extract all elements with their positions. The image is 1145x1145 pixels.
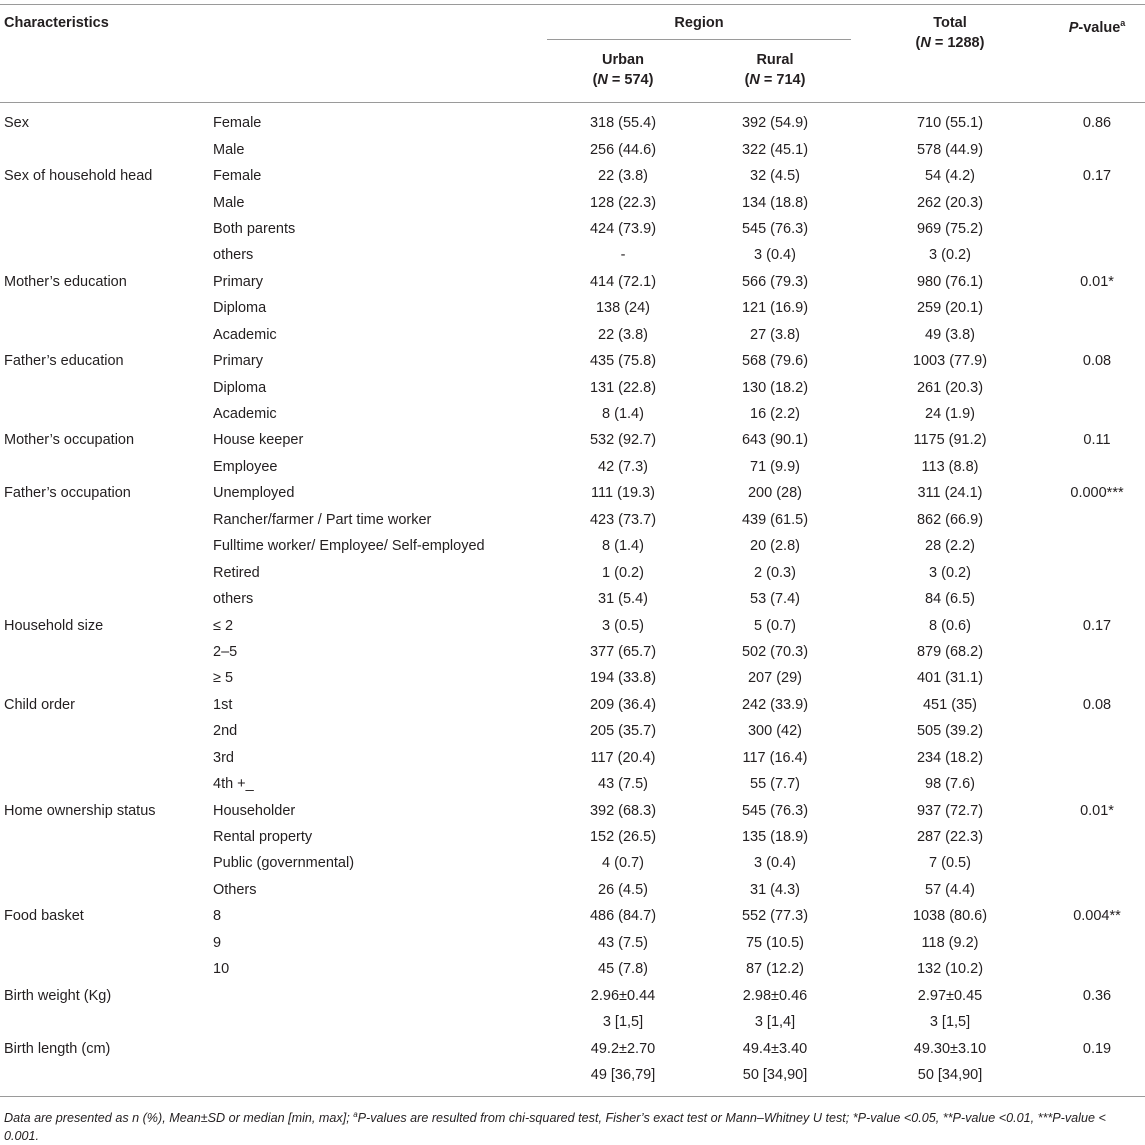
- pvalue-cell: [1049, 639, 1145, 665]
- total-cell: 259 (20.1): [916, 300, 984, 317]
- characteristic-cell: Sex: [4, 115, 29, 132]
- table-row: [0, 322, 1145, 348]
- total-cell: 1003 (77.9): [912, 353, 988, 370]
- rural-cell: 3 (0.4): [754, 855, 796, 872]
- total-cell: 937 (72.7): [916, 802, 984, 819]
- characteristic-cell: Father’s education: [4, 353, 124, 370]
- pvalue-superscript: a: [1120, 18, 1126, 28]
- urban-cell: 486 (84.7): [589, 908, 657, 925]
- rural-cell: 439 (61.5): [741, 511, 809, 528]
- pvalue-cell: [1049, 586, 1145, 612]
- urban-cell: 22 (3.8): [598, 326, 648, 343]
- urban-cell: 49 [36,79]: [590, 1066, 656, 1083]
- pvalue-cell: [1049, 1009, 1145, 1035]
- pvalue-cell: [1049, 322, 1145, 348]
- pvalue-cell: 0.01*: [1080, 802, 1114, 819]
- pvalue-cell: 0.11: [1083, 432, 1111, 449]
- urban-cell: 42 (7.3): [598, 458, 648, 475]
- top-rule: [0, 4, 1145, 5]
- pvalue-cell: [1049, 771, 1145, 797]
- total-cell: 879 (68.2): [916, 643, 984, 660]
- table-row: [0, 982, 1145, 1008]
- pvalue-cell: 0.17: [1082, 617, 1112, 634]
- urban-cell: 1 (0.2): [602, 564, 644, 581]
- rural-cell: 392 (54.9): [741, 115, 809, 132]
- characteristic-cell: Mother’s occupation: [4, 432, 135, 449]
- table-row: [0, 480, 1145, 506]
- urban-cell: 117 (20.4): [590, 749, 656, 766]
- category-cell: others: [213, 247, 254, 264]
- category-cell: Female: [213, 168, 262, 185]
- urban-cell: 414 (72.1): [589, 273, 657, 290]
- characteristic-cell: [0, 824, 213, 850]
- characteristic-cell: [0, 136, 213, 162]
- urban-cell: 194 (33.8): [589, 670, 657, 687]
- rural-cell: 502 (70.3): [741, 643, 809, 660]
- total-cell: 54 (4.2): [925, 168, 975, 185]
- category-cell: [213, 982, 547, 1008]
- table-row: [0, 136, 1145, 162]
- category-cell: [213, 1035, 547, 1061]
- characteristic-cell: [0, 295, 213, 321]
- category-cell: 8: [213, 908, 222, 925]
- urban-cell: 424 (73.9): [589, 220, 657, 237]
- pvalue-cell: [1049, 956, 1145, 982]
- rural-cell: 55 (7.7): [750, 776, 800, 793]
- total-n: (N = 1288): [915, 35, 985, 51]
- table-row: [0, 903, 1145, 929]
- table-row: [0, 1035, 1145, 1061]
- rural-cell: 552 (77.3): [741, 908, 809, 925]
- category-cell: Primary: [213, 353, 263, 370]
- rural-cell: 242 (33.9): [741, 696, 809, 713]
- table-row: [0, 956, 1145, 982]
- pvalue-cell: [1049, 507, 1145, 533]
- data-table: [0, 110, 1145, 1088]
- characteristic-cell: [0, 216, 213, 242]
- characteristic-cell: Food basket: [4, 908, 84, 925]
- pvalue-cell: [1049, 1062, 1145, 1088]
- header-total: [851, 13, 1049, 53]
- total-cell: 710 (55.1): [916, 115, 984, 132]
- category-cell: Academic: [213, 406, 277, 423]
- table-row: [0, 242, 1145, 268]
- characteristic-cell: [0, 189, 213, 215]
- table-row: [0, 612, 1145, 638]
- footnote-superscript: a: [353, 1110, 358, 1119]
- table-row: [0, 797, 1145, 823]
- total-cell: 7 (0.5): [929, 855, 971, 872]
- characteristic-cell: Birth weight (Kg): [4, 987, 112, 1004]
- rural-cell: 75 (10.5): [745, 934, 805, 951]
- rural-cell: 200 (28): [747, 485, 802, 502]
- category-cell: 10: [213, 961, 230, 978]
- pvalue-cell: [1049, 216, 1145, 242]
- total-cell: 451 (35): [922, 696, 977, 713]
- pvalue-cell: 0.17: [1082, 168, 1112, 185]
- category-cell: Others: [213, 881, 257, 898]
- characteristic-cell: Birth length (cm): [4, 1040, 111, 1057]
- category-cell: Male: [213, 141, 245, 158]
- pvalue-cell: [1049, 745, 1145, 771]
- characteristic-cell: [0, 1062, 213, 1088]
- table-row: [0, 639, 1145, 665]
- category-cell: Householder: [213, 802, 296, 819]
- total-cell: 84 (6.5): [925, 591, 975, 608]
- table-row: [0, 533, 1145, 559]
- total-cell: 2.97±0.45: [917, 987, 983, 1004]
- urban-cell: 152 (26.5): [589, 829, 657, 846]
- pvalue-cell: [1049, 454, 1145, 480]
- total-cell: 505 (39.2): [916, 723, 984, 740]
- total-cell: 118 (9.2): [921, 934, 979, 951]
- header-region: Region: [674, 15, 724, 31]
- rural-label: Rural: [756, 52, 794, 68]
- bottom-rule: [0, 1096, 1145, 1097]
- pvalue-cell: [1049, 295, 1145, 321]
- total-cell: 261 (20.3): [916, 379, 984, 396]
- table-row: [0, 427, 1145, 453]
- total-cell: 50 [34,90]: [917, 1066, 983, 1083]
- category-cell: Unemployed: [213, 485, 295, 502]
- table-row: [0, 1062, 1145, 1088]
- total-cell: 28 (2.2): [925, 538, 975, 555]
- category-cell: Fulltime worker/ Employee/ Self-employed: [213, 538, 485, 555]
- rural-cell: 134 (18.8): [741, 194, 809, 211]
- total-cell: 234 (18.2): [916, 749, 984, 766]
- category-cell: Retired: [213, 564, 260, 581]
- rural-cell: 5 (0.7): [754, 617, 796, 634]
- table-row: [0, 110, 1145, 136]
- category-cell: Primary: [213, 273, 263, 290]
- table-row: [0, 877, 1145, 903]
- characteristic-cell: Household size: [4, 617, 104, 634]
- rural-cell: 2.98±0.46: [742, 987, 808, 1004]
- table-row: [0, 216, 1145, 242]
- category-cell: 9: [213, 934, 222, 951]
- urban-cell: 22 (3.8): [598, 168, 648, 185]
- region-subrule: [547, 39, 851, 40]
- urban-cell: 205 (35.7): [589, 723, 657, 740]
- total-cell: 262 (20.3): [916, 194, 984, 211]
- table-row: [0, 665, 1145, 691]
- characteristic-cell: [0, 850, 213, 876]
- urban-cell: 4 (0.7): [602, 855, 644, 872]
- urban-n: (N = 574): [592, 72, 654, 88]
- rural-cell: 20 (2.8): [750, 538, 800, 555]
- urban-cell: 3 [1,5]: [602, 1014, 644, 1031]
- category-cell: Rental property: [213, 829, 313, 846]
- rural-cell: 566 (79.3): [741, 273, 809, 290]
- table-row: [0, 163, 1145, 189]
- category-cell: ≤ 2: [213, 617, 234, 634]
- category-cell: ≥ 5: [213, 670, 234, 687]
- rural-cell: 545 (76.3): [741, 220, 809, 237]
- urban-cell: 377 (65.7): [589, 643, 657, 660]
- table-row: [0, 454, 1145, 480]
- rural-cell: 117 (16.4): [742, 749, 808, 766]
- rural-cell: 207 (29): [747, 670, 802, 687]
- table-row: [0, 295, 1145, 321]
- pvalue-cell: [1049, 877, 1145, 903]
- urban-cell: 31 (5.4): [598, 591, 648, 608]
- urban-cell: 128 (22.3): [589, 194, 657, 211]
- urban-cell: 43 (7.5): [598, 776, 648, 793]
- characteristic-cell: [0, 771, 213, 797]
- pvalue-cell: [1049, 850, 1145, 876]
- rural-cell: 27 (3.8): [750, 326, 800, 343]
- category-cell: House keeper: [213, 432, 304, 449]
- table-row: [0, 850, 1145, 876]
- characteristic-cell: Child order: [4, 696, 75, 713]
- rural-cell: 322 (45.1): [741, 141, 809, 158]
- characteristic-cell: Father’s occupation: [4, 485, 131, 502]
- pvalue-cell: 0.86: [1082, 115, 1112, 132]
- category-cell: 3rd: [213, 749, 234, 766]
- category-cell: Male: [213, 194, 245, 211]
- footnote-part1: Data are presented as n (%), Mean±SD or median [min, max];: [4, 1111, 354, 1125]
- characteristic-cell: [0, 559, 213, 585]
- table-row: [0, 586, 1145, 612]
- urban-cell: 8 (1.4): [602, 538, 644, 555]
- urban-cell: 392 (68.3): [589, 802, 657, 819]
- pvalue-cell: 0.19: [1082, 1040, 1112, 1057]
- urban-cell: 3 (0.5): [602, 617, 644, 634]
- total-cell: 132 (10.2): [916, 961, 984, 978]
- total-cell: 3 (0.2): [929, 247, 971, 264]
- urban-cell: 256 (44.6): [589, 141, 657, 158]
- total-cell: 57 (4.4): [925, 881, 975, 898]
- pvalue-cell: [1049, 824, 1145, 850]
- table-row: [0, 507, 1145, 533]
- total-cell: 862 (66.9): [916, 511, 984, 528]
- urban-cell: 45 (7.8): [598, 961, 648, 978]
- header-rural: [699, 50, 851, 90]
- urban-cell: 423 (73.7): [589, 511, 657, 528]
- characteristic-cell: [0, 639, 213, 665]
- total-cell: 1175 (91.2): [913, 432, 987, 449]
- total-cell: 3 [1,5]: [929, 1014, 971, 1031]
- urban-cell: 532 (92.7): [589, 432, 657, 449]
- characteristic-cell: [0, 956, 213, 982]
- pvalue-cell: 0.08: [1082, 696, 1112, 713]
- category-cell: Public (governmental): [213, 855, 355, 872]
- urban-cell: 435 (75.8): [589, 353, 657, 370]
- table-row: [0, 269, 1145, 295]
- category-cell: 4th +_: [213, 776, 254, 793]
- urban-cell: 138 (24): [595, 300, 650, 317]
- rural-cell: 130 (18.2): [741, 379, 809, 396]
- category-cell: [213, 1062, 547, 1088]
- category-cell: 1st: [213, 696, 233, 713]
- urban-cell: 43 (7.5): [598, 934, 648, 951]
- total-cell: 8 (0.6): [929, 617, 971, 634]
- characteristic-cell: [0, 930, 213, 956]
- urban-cell: 49.2±2.70: [590, 1040, 656, 1057]
- total-cell: 24 (1.9): [925, 406, 975, 423]
- urban-cell: 209 (36.4): [589, 696, 657, 713]
- total-cell: 980 (76.1): [916, 273, 984, 290]
- header-characteristics: Characteristics: [4, 15, 109, 31]
- table-row: [0, 348, 1145, 374]
- category-cell: Female: [213, 115, 262, 132]
- rural-cell: 50 [34,90]: [742, 1066, 808, 1083]
- rural-cell: 135 (18.9): [741, 829, 809, 846]
- category-cell: 2nd: [213, 723, 238, 740]
- rural-cell: 87 (12.2): [745, 961, 805, 978]
- total-cell: 1038 (80.6): [912, 908, 988, 925]
- category-cell: Diploma: [213, 379, 267, 396]
- rural-cell: 643 (90.1): [741, 432, 809, 449]
- rural-cell: 545 (76.3): [741, 802, 809, 819]
- urban-cell: -: [620, 247, 626, 264]
- total-cell: 969 (75.2): [916, 220, 984, 237]
- table-row: [0, 401, 1145, 427]
- rural-cell: 300 (42): [747, 723, 802, 740]
- characteristic-cell: [0, 586, 213, 612]
- characteristic-cell: Home ownership status: [4, 802, 156, 819]
- urban-cell: 131 (22.8): [589, 379, 657, 396]
- table-row: [0, 559, 1145, 585]
- pvalue-cell: 0.01*: [1080, 273, 1114, 290]
- category-cell: Employee: [213, 458, 278, 475]
- footnote: [4, 1106, 1142, 1145]
- pvalue-cell: 0.08: [1082, 353, 1112, 370]
- total-cell: 49.30±3.10: [913, 1040, 987, 1057]
- total-cell: 49 (3.8): [925, 326, 975, 343]
- category-cell: others: [213, 591, 254, 608]
- rural-cell: 121 (16.9): [741, 300, 809, 317]
- table-row: [0, 824, 1145, 850]
- pvalue-cell: 0.000***: [1070, 485, 1124, 502]
- total-cell: 113 (8.8): [921, 458, 979, 475]
- total-cell: 3 (0.2): [929, 564, 971, 581]
- urban-cell: 8 (1.4): [602, 406, 644, 423]
- characteristic-cell: [0, 665, 213, 691]
- rural-cell: 2 (0.3): [754, 564, 796, 581]
- header-rule: [0, 102, 1145, 103]
- pvalue-cell: 0.004**: [1073, 908, 1121, 925]
- urban-cell: 111 (19.3): [591, 485, 655, 502]
- characteristic-cell: [0, 533, 213, 559]
- rural-n: (N = 714): [744, 72, 806, 88]
- pvalue-cell: [1049, 718, 1145, 744]
- characteristic-cell: [0, 1009, 213, 1035]
- category-cell: [213, 1009, 547, 1035]
- rural-cell: 3 [1,4]: [754, 1014, 796, 1031]
- table-row: [0, 374, 1145, 400]
- category-cell: Both parents: [213, 220, 296, 237]
- table-row: [0, 1009, 1145, 1035]
- pvalue-cell: [1049, 665, 1145, 691]
- pvalue-cell: [1049, 136, 1145, 162]
- category-cell: Academic: [213, 326, 277, 343]
- total-cell: 311 (24.1): [917, 485, 983, 502]
- characteristic-cell: Sex of household head: [4, 168, 153, 185]
- rural-cell: 49.4±3.40: [742, 1040, 808, 1057]
- rural-cell: 3 (0.4): [754, 247, 796, 264]
- header-urban: [547, 50, 699, 90]
- characteristic-cell: [0, 242, 213, 268]
- pvalue-cell: [1049, 533, 1145, 559]
- pvalue-cell: [1049, 401, 1145, 427]
- total-cell: 287 (22.3): [916, 829, 984, 846]
- total-cell: 401 (31.1): [916, 670, 984, 687]
- pvalue-cell: [1049, 930, 1145, 956]
- pvalue-cell: [1049, 242, 1145, 268]
- total-cell: 98 (7.6): [925, 776, 975, 793]
- pvalue-cell: 0.36: [1082, 987, 1112, 1004]
- rural-cell: 31 (4.3): [750, 881, 800, 898]
- urban-label: Urban: [602, 52, 644, 68]
- table-row: [0, 189, 1145, 215]
- pvalue-cell: [1049, 189, 1145, 215]
- characteristic-cell: [0, 718, 213, 744]
- category-cell: Rancher/farmer / Part time worker: [213, 511, 432, 528]
- table-row: [0, 718, 1145, 744]
- table-row: [0, 745, 1145, 771]
- characteristic-cell: [0, 745, 213, 771]
- header-pvalue: P-value$^a$: [1068, 18, 1126, 36]
- rural-cell: 16 (2.2): [750, 406, 800, 423]
- characteristic-cell: Mother’s education: [4, 273, 127, 290]
- rural-cell: 53 (7.4): [750, 591, 800, 608]
- pvalue-cell: [1049, 559, 1145, 585]
- rural-cell: 568 (79.6): [741, 353, 809, 370]
- table-row: [0, 692, 1145, 718]
- characteristic-cell: [0, 401, 213, 427]
- urban-cell: 26 (4.5): [598, 881, 648, 898]
- characteristic-cell: [0, 322, 213, 348]
- characteristic-cell: [0, 877, 213, 903]
- characteristic-cell: [0, 454, 213, 480]
- urban-cell: 2.96±0.44: [590, 987, 656, 1004]
- characteristic-cell: [0, 374, 213, 400]
- table-row: [0, 930, 1145, 956]
- category-cell: Diploma: [213, 300, 267, 317]
- table-row: [0, 771, 1145, 797]
- urban-cell: 318 (55.4): [589, 115, 657, 132]
- category-cell: 2–5: [213, 643, 238, 660]
- total-cell: 578 (44.9): [916, 141, 984, 158]
- rural-cell: 32 (4.5): [750, 168, 800, 185]
- total-label: Total: [933, 15, 967, 31]
- rural-cell: 71 (9.9): [750, 458, 800, 475]
- footnote-part2: P-values are resulted from chi-squared test, Fisher’s exact test or Mann–Whitney U test; *P-value <0.05, **P-value <0.01, ***P-value < 0.001.: [4, 1111, 1106, 1143]
- characteristic-cell: [0, 507, 213, 533]
- pvalue-cell: [1049, 374, 1145, 400]
